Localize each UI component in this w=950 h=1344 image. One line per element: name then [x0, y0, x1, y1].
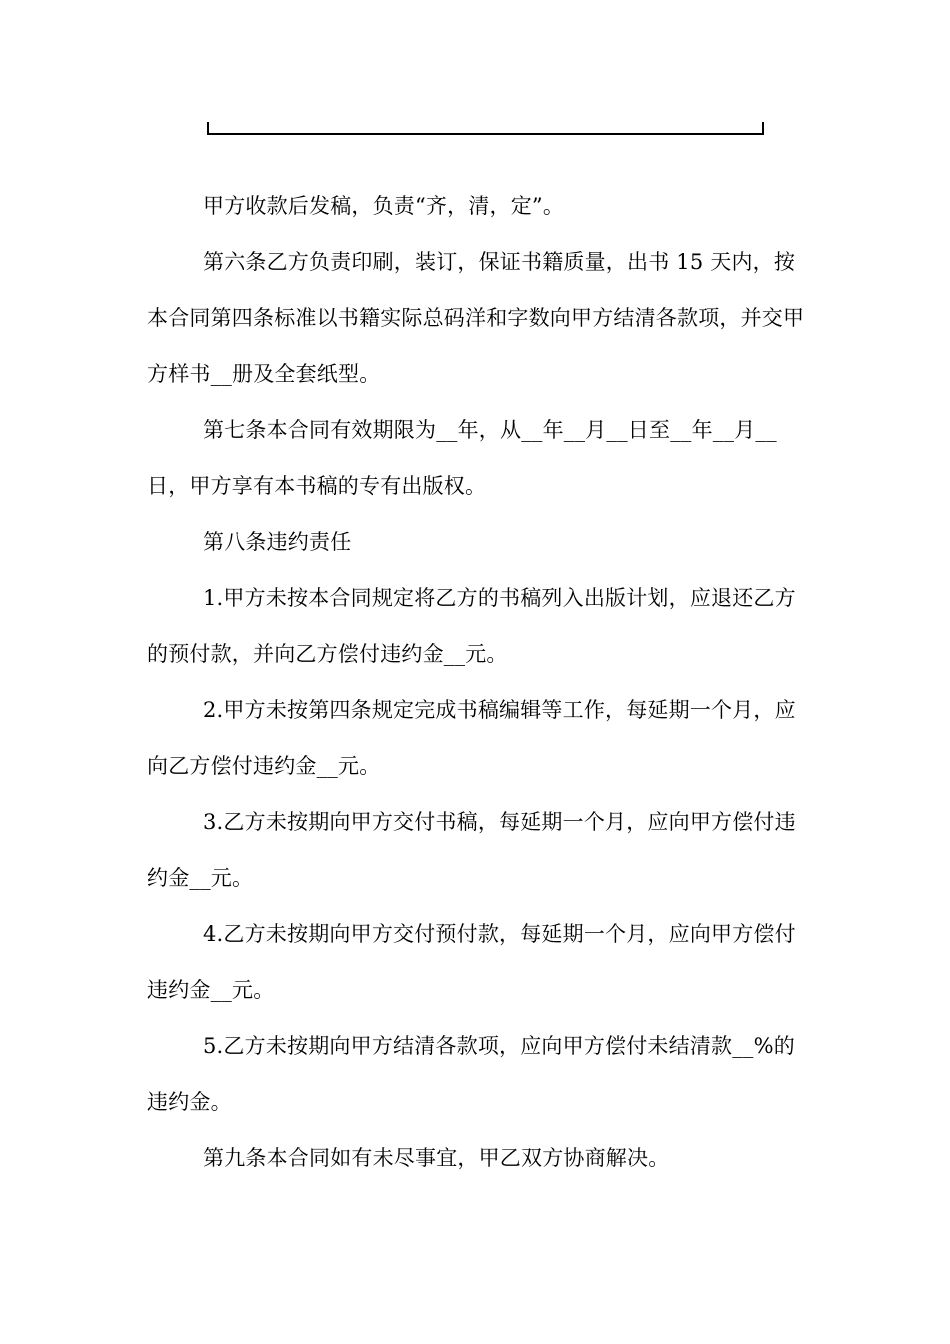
- paragraph-clause-4: 4.乙方未按期向甲方交付预付款，每延期一个月，应向甲方偿付违约金__元。: [147, 922, 796, 1002]
- paragraph-article-9: 第九条本合同如有未尽事宜，甲乙双方协商解决。: [203, 1146, 670, 1170]
- paragraph-article-6: 第六条乙方负责印刷，装订，保证书籍质量，出书 15 天内，按本合同第四条标准以书籍实际总码洋和字数向甲方结清各款项，并交甲方样书__册及全套纸型。: [147, 250, 805, 386]
- paragraph-send-manuscript: 甲方收款后发稿，负责“齐，清，定”。: [203, 194, 565, 218]
- paragraph-clause-2: 2.甲方未按第四条规定完成书稿编辑等工作，每延期一个月，应向乙方偿付违约金__元。: [147, 698, 796, 778]
- document-body: [147, 178, 809, 1186]
- paragraph-clause-1: 1.甲方未按本合同规定将乙方的书稿列入出版计划，应退还乙方的预付款，并向乙方偿付违约金__元。: [147, 586, 796, 666]
- paragraph-clause-3: 3.乙方未按期向甲方交付书稿，每延期一个月，应向甲方偿付违约金__元。: [147, 810, 796, 890]
- paragraph-article-8-heading: 第八条违约责任: [203, 530, 352, 554]
- paragraph-article-7: 第七条本合同有效期限为__年，从__年__月__日至__年__月__日，甲方享有本书稿的专有出版权。: [147, 418, 777, 498]
- paragraph-clause-5: 5.乙方未按期向甲方结清各款项，应向甲方偿付未结清款__%的违约金。: [147, 1034, 795, 1114]
- table-bottom-border: [207, 122, 764, 135]
